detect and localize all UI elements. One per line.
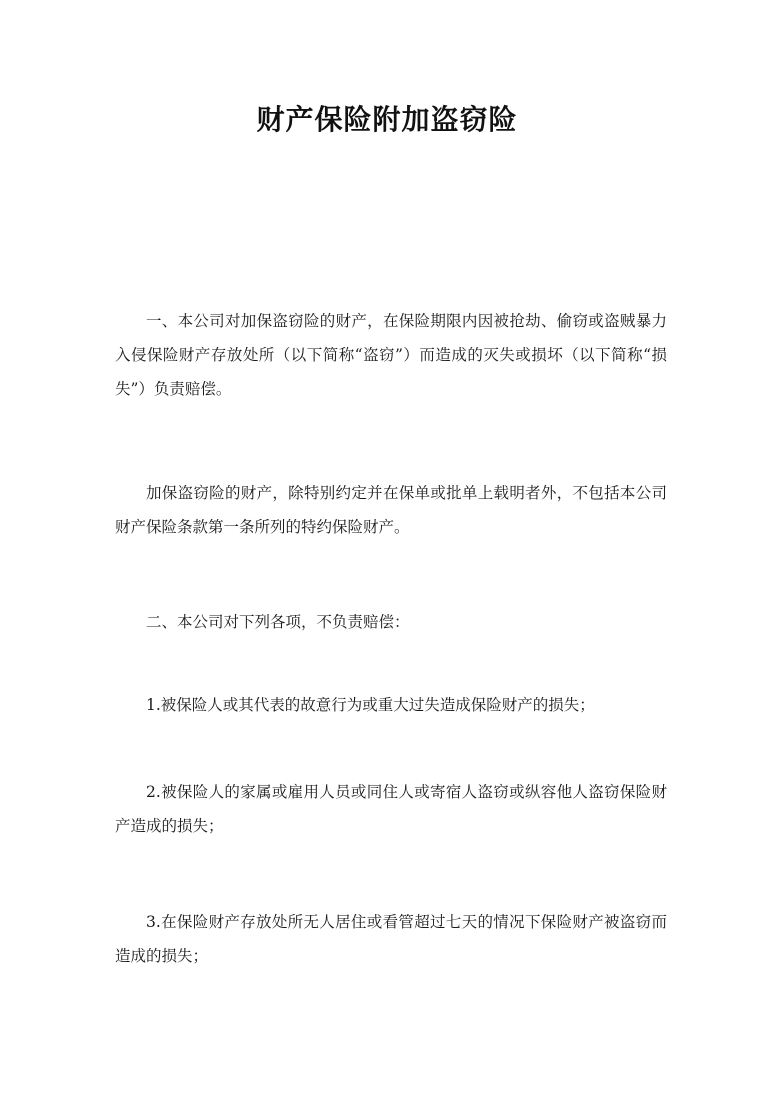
paragraph-coverage: 一、本公司对加保盗窃险的财产，在保险期限内因被抢劫、偷窃或盗贼暴力入侵保险财产存放处所（以下简称“盗窃”）而造成的灭失或损坏（以下简称“损失”）负责赔偿。 [115,312,667,398]
document-title: 财产保险附加盗窃险 [256,103,518,136]
paragraph-exclusion-special-property: 加保盗窃险的财产，除特别约定并在保单或批单上载明者外，不包括本公司财产保险条款第一条所列的特约保险财产。 [115,484,667,536]
paragraph-exclusion-item-2: 2.被保险人的家属或雇用人员或同住人或寄宿人盗窃或纵容他人盗窃保险财产造成的损失； [115,783,667,835]
paragraph-exclusion-item-3: 3.在保险财产存放处所无人居住或看管超过七天的情况下保险财产被盗窃而造成的损失； [115,913,667,965]
paragraph-exclusions-heading: 二、本公司对下列各项，不负责赔偿： [146,613,410,631]
paragraph-exclusion-item-1: 1.被保险人或其代表的故意行为或重大过失造成保险财产的损失； [146,696,595,714]
